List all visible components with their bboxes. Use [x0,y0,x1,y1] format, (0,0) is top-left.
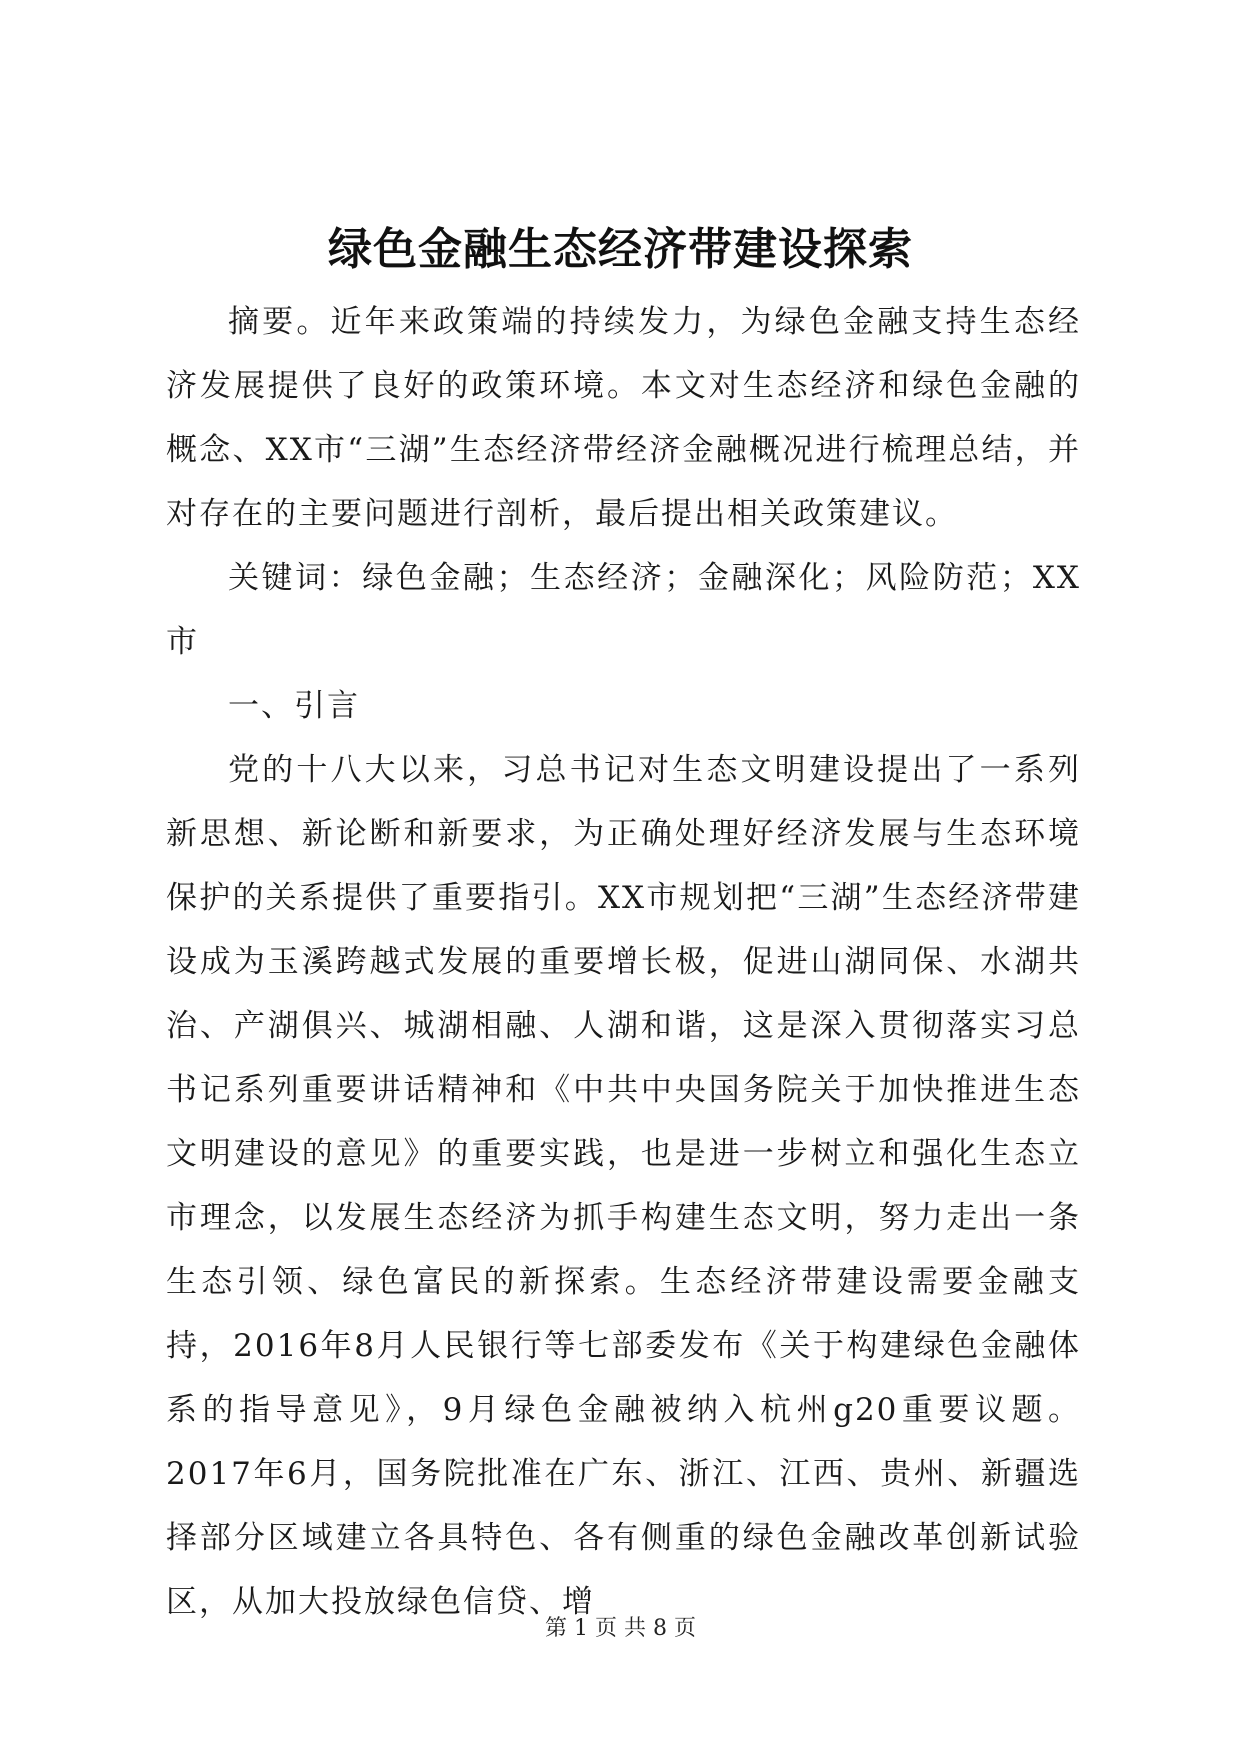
document-title: 绿色金融生态经济带建设探索 [328,224,913,275]
section-heading: 一、引言 [228,688,360,724]
intro-paragraph: 党的十八大以来，习总书记对生态文明建设提出了一系列新思想、新论断和新要求，为正确处理好经济发展与生态环境保护的关系提供了重要指引。XX市规划把“三湖”生态经济带建设成为玉溪跨越式发展的重要增长极，促进山湖同保、水湖共治、产湖俱兴、城湖相融、人湖和谐，这是深入贯彻落实习总书记系列重要讲话精神和《中共中央国务院关于加快推进生态文明建设的意见》的重要实践，也是进一步树立和强化生态立市理念，以发展生态经济为抓手构建生态文明，努力走出一条生态引领、绿色富民的新探索。生态经济带建设需要金融支持，2016年8月人民银行等七部委发布《关于构建绿色金融体系的指导意见》，9月绿色金融被纳入杭州g20重要议题。2017年6月，国务院批准在广东、浙江、江西、贵州、新疆选择部分区域建立各具特色、各有侧重的绿色金融改革创新试验区，从加大投放绿色信贷、增 [166,752,1081,1620]
document-body [166,290,1081,1634]
abstract-paragraph: 摘要。近年来政策端的持续发力，为绿色金融支持生态经济发展提供了良好的政策环境。本文对生态经济和绿色金融的概念、XX市“三湖”生态经济带经济金融概况进行梳理总结，并对存在的主要问题进行剖析，最后提出相关政策建议。 [166,304,1081,532]
keywords-paragraph: 关键词：绿色金融；生态经济；金融深化；风险防范；XX市 [166,560,1081,660]
page-number-footer: 第 1 页 共 8 页 [545,1616,696,1641]
